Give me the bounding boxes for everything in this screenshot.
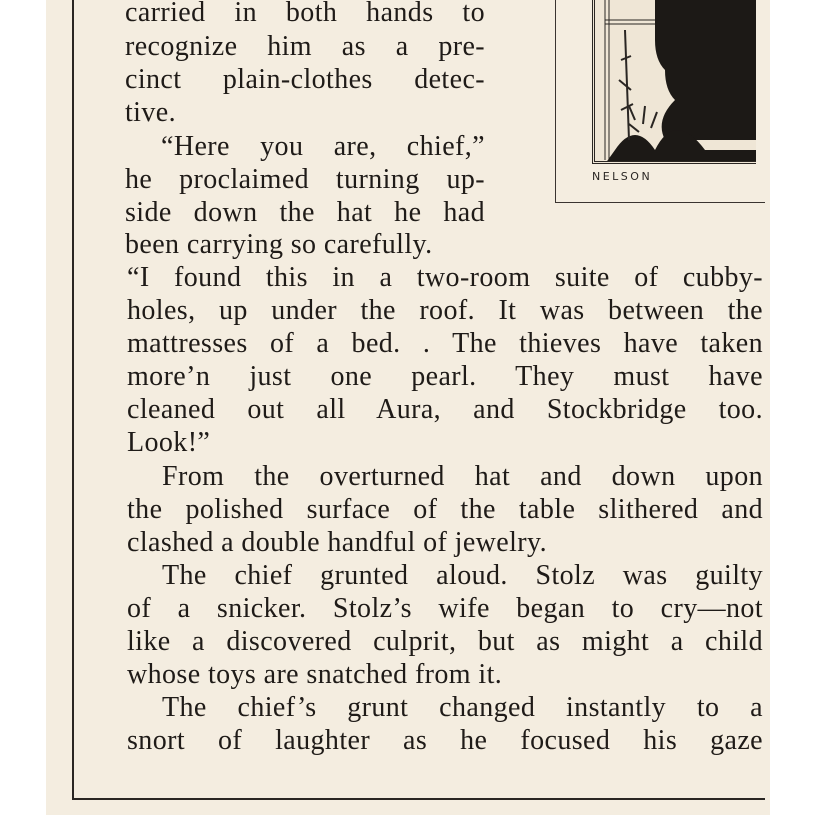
text-line: From the overturned hat and down upon bbox=[162, 461, 763, 492]
text-line: The chief grunted aloud. Stolz was guilty bbox=[162, 560, 763, 591]
text-line: carried in both hands to bbox=[125, 0, 485, 28]
text-line: clashed a double handful of jewelry. bbox=[127, 527, 547, 558]
text-line: tive. bbox=[125, 97, 176, 128]
text-line: more’n just one pearl. They must have bbox=[127, 361, 763, 392]
text-line: Look!” bbox=[127, 427, 211, 458]
left-border-rule bbox=[72, 0, 74, 800]
text-line: snort of laughter as he focused his gaze bbox=[127, 725, 763, 756]
illustration-frame bbox=[555, 0, 765, 203]
text-line: recognize him as a pre- bbox=[125, 31, 485, 62]
bottom-border-rule bbox=[72, 798, 765, 800]
text-line: of a snicker. Stolz’s wife began to cry—not bbox=[127, 593, 763, 624]
silhouette-illustration-icon bbox=[592, 0, 756, 164]
text-line: cleaned out all Aura, and Stockbridge too. bbox=[127, 394, 763, 425]
text-line: The chief’s grunt changed instantly to a bbox=[162, 692, 763, 723]
text-line: holes, up under the roof. It was between the bbox=[127, 295, 763, 326]
text-line: “I found this in a two-room suite of cubby- bbox=[127, 262, 763, 293]
text-line: like a discovered culprit, but as might a child bbox=[127, 626, 763, 657]
text-line: the polished surface of the table slithered and bbox=[127, 494, 763, 525]
text-line: been carrying so carefully. bbox=[125, 229, 433, 260]
text-line: whose toys are snatched from it. bbox=[127, 659, 503, 690]
text-line: mattresses of a bed. . The thieves have taken bbox=[127, 328, 763, 359]
text-line: cinct plain-clothes detec- bbox=[125, 64, 485, 95]
text-line: “Here you are, chief,” bbox=[161, 131, 485, 162]
text-line: side down the hat he had bbox=[125, 197, 485, 228]
illustrator-signature: NELSON bbox=[592, 170, 653, 183]
text-line: he proclaimed turning up- bbox=[125, 164, 485, 195]
